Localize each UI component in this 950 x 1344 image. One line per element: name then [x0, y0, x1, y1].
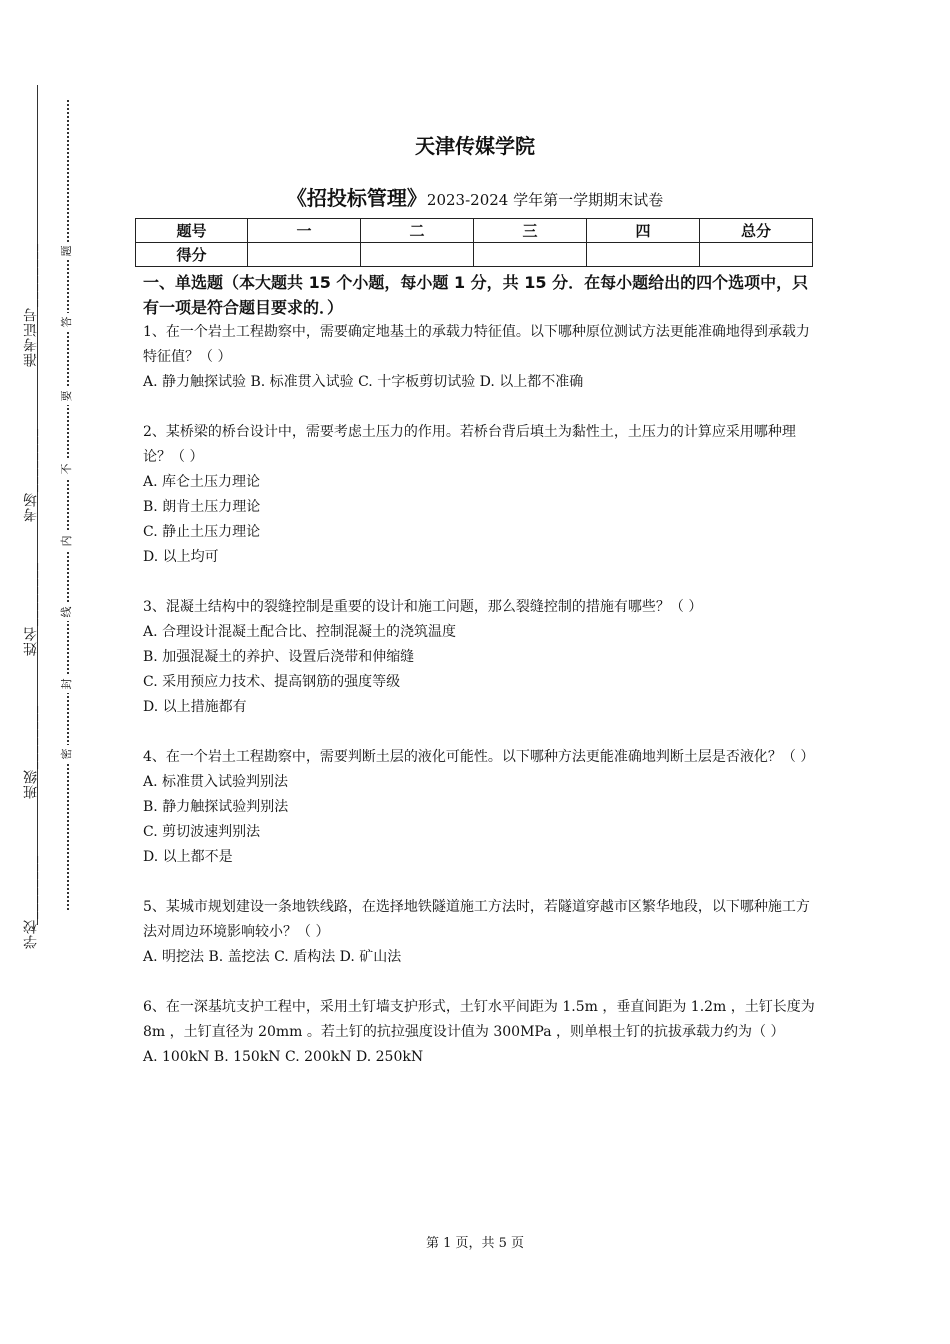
question-options: A. 100kN B. 150kN C. 200kN D. 250kN	[143, 1049, 424, 1065]
term-label: 2023-2024 学年第一学期期末试卷	[426, 191, 664, 209]
seal-char: 题	[58, 242, 76, 260]
question-3	[143, 595, 823, 720]
school-title: 天津传媒学院	[415, 134, 535, 158]
seal-char: 答	[58, 313, 76, 331]
class-label: 班级________	[23, 705, 39, 799]
exam-room-label: 考场________	[23, 428, 39, 522]
page-number: 第 1 页，共 5 页	[425, 1236, 525, 1251]
option-d: D. 以上措施都有	[143, 699, 247, 715]
option-d: D. 以上均可	[143, 549, 219, 565]
seal-char: 要	[58, 387, 76, 405]
question-2	[143, 420, 823, 570]
question-options: A. 明挖法 B. 盖挖法 C. 盾构法 D. 矿山法	[143, 949, 402, 965]
option-c: C. 采用预应力技术、提高钢筋的强度等级	[143, 674, 401, 690]
score-table-header: 题号	[136, 219, 248, 243]
option-b: B. 朗肯土压力理论	[143, 499, 261, 515]
option-d: D. 以上都不是	[143, 849, 233, 865]
seal-char: 线	[58, 603, 76, 621]
question-4	[143, 745, 823, 870]
course-name: 《招投标管理》	[286, 186, 427, 210]
question-content	[143, 270, 823, 1095]
score-table-header: 一	[248, 219, 361, 243]
score-cell[interactable]	[248, 243, 361, 267]
score-table-header: 四	[587, 219, 700, 243]
score-table-header: 总分	[700, 219, 813, 243]
score-table-header-row	[136, 219, 813, 243]
option-c: C. 剪切波速判别法	[143, 824, 261, 840]
question-stem: 3、混凝土结构中的裂缝控制是重要的设计和施工问题，那么裂缝控制的措施有哪些？（ ）	[143, 599, 703, 615]
seal-dotted-line	[67, 100, 69, 910]
option-a: A. 标准贯入试验判别法	[143, 774, 289, 790]
seal-char: 密	[58, 745, 76, 763]
question-stem: 1、在一个岩土工程勘察中，需要确定地基土的承载力特征值。以下哪种原位测试方法更能准确地得到承载力特征值？（ ）	[143, 324, 810, 365]
question-6	[143, 995, 823, 1070]
score-table-header: 三	[474, 219, 587, 243]
score-table-row	[136, 243, 813, 267]
option-a: A. 库仑土压力理论	[143, 474, 261, 490]
seal-char: 内	[58, 532, 76, 550]
seal-char: 不	[58, 460, 76, 478]
score-table	[135, 218, 813, 267]
question-5	[143, 895, 823, 970]
score-row-label: 得分	[136, 243, 248, 267]
score-cell[interactable]	[474, 243, 587, 267]
section-heading: 一、单选题（本大题共 15 个小题，每小题 1 分，共 15 分．在每小题给出的四个选项中，只有一项是符合题目要求的．）	[143, 273, 809, 317]
option-b: B. 加强混凝土的养护、设置后浇带和伸缩缝	[143, 649, 415, 665]
score-cell[interactable]	[587, 243, 700, 267]
score-table-header: 二	[361, 219, 474, 243]
seal-char: 封	[58, 675, 76, 693]
question-stem: 4、在一个岩土工程勘察中，需要判断土层的液化可能性。以下哪种方法更能准确地判断土层是否液化？（ ）	[143, 749, 815, 765]
question-options: A. 静力触探试验 B. 标准贯入试验 C. 十字板剪切试验 D. 以上都不准确	[143, 374, 584, 390]
school-label: 学校________	[23, 855, 39, 949]
option-a: A. 合理设计混凝土配合比、控制混凝土的浇筑温度	[143, 624, 457, 640]
question-stem: 6、在一深基坑支护工程中，采用土钉墙支护形式，土钉水平间距为 1.5m ，垂直间距为 1.2m ，土钉长度为 8m ，土钉直径为 20mm 。若土钉的抗拉强度设计值为 300MPa ，则单根土钉的抗拔承载力约为（ ）	[143, 999, 815, 1040]
exam-title	[0, 182, 950, 211]
question-stem: 5、某城市规划建设一条地铁线路，在选择地铁隧道施工方法时，若隧道穿越市区繁华地段，以下哪种施工方法对周边环境影响较小？（ ）	[143, 899, 810, 940]
student-name-label: 姓名________	[23, 562, 39, 656]
score-cell[interactable]	[700, 243, 813, 267]
score-cell[interactable]	[361, 243, 474, 267]
question-1	[143, 320, 823, 395]
option-b: B. 静力触探试验判别法	[143, 799, 289, 815]
option-c: C. 静止土压力理论	[143, 524, 261, 540]
exam-number-label: 准考证号________	[23, 243, 39, 367]
question-stem: 2、某桥梁的桥台设计中，需要考虑土压力的作用。若桥台背后填土为黏性土，土压力的计算应采用哪种理论？（ ）	[143, 424, 796, 465]
